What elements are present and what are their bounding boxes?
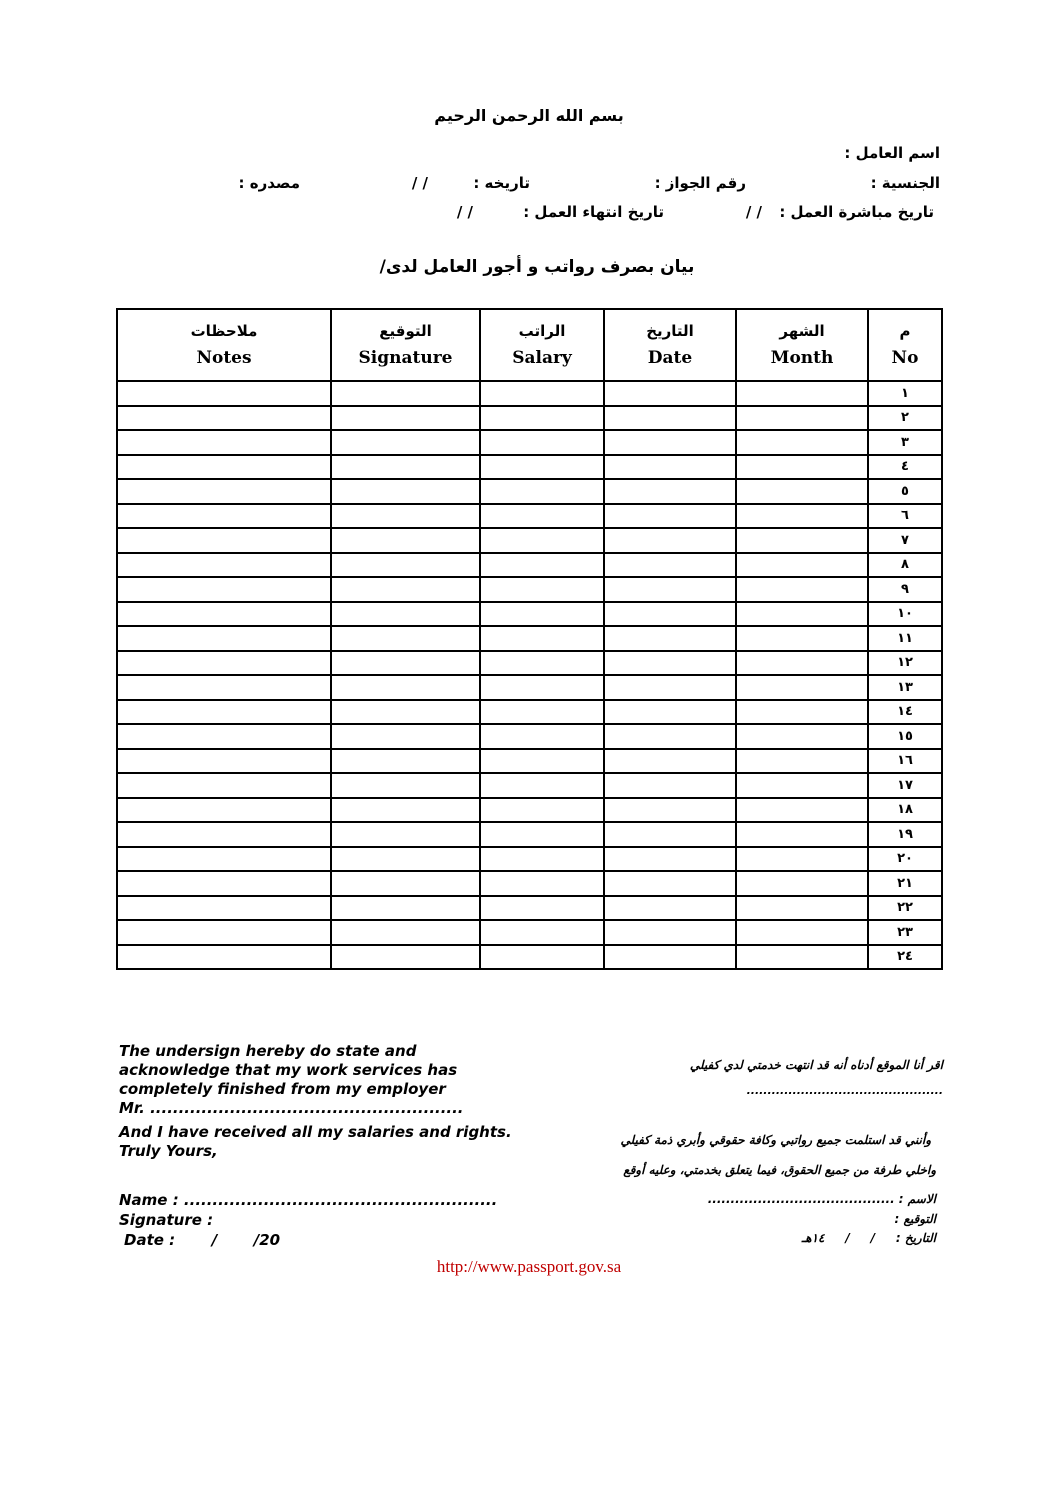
declaration-en-line: Mr. ....................................................... (119, 1099, 464, 1117)
salary-cell[interactable] (480, 700, 604, 725)
month-cell[interactable] (736, 822, 868, 847)
column-signature: التوقيع Signature (331, 309, 480, 381)
date-cell[interactable] (604, 553, 736, 578)
salary-cell[interactable] (480, 822, 604, 847)
month-cell[interactable] (736, 675, 868, 700)
month-cell[interactable] (736, 455, 868, 480)
notes-cell[interactable] (117, 871, 331, 896)
salary-cell[interactable] (480, 945, 604, 970)
table-row (117, 749, 942, 774)
row-number: ١٦ (868, 749, 942, 774)
month-cell[interactable] (736, 602, 868, 627)
row-number: ٢٠ (868, 847, 942, 872)
table-row (117, 675, 942, 700)
row-number: ٧ (868, 528, 942, 553)
passport-date-label: تاريخه : (473, 174, 530, 192)
signature-cell[interactable] (331, 749, 480, 774)
table-row (117, 871, 942, 896)
row-number: ١٨ (868, 798, 942, 823)
date-cell[interactable] (604, 773, 736, 798)
table-row (117, 553, 942, 578)
table-row (117, 430, 942, 455)
declaration-en-line: completely finished from my employer (119, 1080, 446, 1098)
declaration-ar-line-4: واخلي طرفة من جميع الحقوق، فيما يتعلق بخدمتي، وعليه أوقع (623, 1163, 936, 1177)
date-cell[interactable] (604, 406, 736, 431)
salary-cell[interactable] (480, 504, 604, 529)
month-cell[interactable] (736, 724, 868, 749)
table-row (117, 479, 942, 504)
row-number: ٨ (868, 553, 942, 578)
salary-cell[interactable] (480, 847, 604, 872)
notes-cell[interactable] (117, 504, 331, 529)
table-row (117, 798, 942, 823)
month-cell[interactable] (736, 945, 868, 970)
notes-cell[interactable] (117, 479, 331, 504)
notes-cell[interactable] (117, 700, 331, 725)
table-row (117, 945, 942, 970)
notes-cell[interactable] (117, 896, 331, 921)
table-row (117, 602, 942, 627)
month-cell[interactable] (736, 651, 868, 676)
table-row (117, 822, 942, 847)
notes-cell[interactable] (117, 945, 331, 970)
declaration-en-line: acknowledge that my work services has (119, 1061, 458, 1079)
table-row (117, 455, 942, 480)
date-cell[interactable] (604, 602, 736, 627)
row-number: ٢١ (868, 871, 942, 896)
table-row (117, 847, 942, 872)
signature-cell[interactable] (331, 871, 480, 896)
salary-cell[interactable] (480, 553, 604, 578)
notes-cell[interactable] (117, 577, 331, 602)
month-cell[interactable] (736, 479, 868, 504)
table-row (117, 528, 942, 553)
row-number: ٤ (868, 455, 942, 480)
notes-cell[interactable] (117, 847, 331, 872)
month-cell[interactable] (736, 847, 868, 872)
signature-cell[interactable] (331, 430, 480, 455)
notes-cell[interactable] (117, 773, 331, 798)
notes-cell[interactable] (117, 455, 331, 480)
row-number: ٣ (868, 430, 942, 455)
signature-cell[interactable] (331, 896, 480, 921)
table-row (117, 577, 942, 602)
declaration-en (119, 1042, 512, 1161)
notes-cell[interactable] (117, 920, 331, 945)
column-notes: ملاحظات Notes (117, 309, 331, 381)
signature-cell[interactable] (331, 724, 480, 749)
notes-cell[interactable] (117, 749, 331, 774)
notes-cell[interactable] (117, 651, 331, 676)
signature-cell[interactable] (331, 700, 480, 725)
row-number: ١١ (868, 626, 942, 651)
date-cell[interactable] (604, 847, 736, 872)
signature-cell[interactable] (331, 651, 480, 676)
month-cell[interactable] (736, 773, 868, 798)
date-cell[interactable] (604, 749, 736, 774)
notes-cell[interactable] (117, 430, 331, 455)
salary-cell[interactable] (480, 406, 604, 431)
table-row (117, 896, 942, 921)
salary-cell[interactable] (480, 381, 604, 406)
table-header-row (117, 309, 942, 381)
signature-cell[interactable] (331, 773, 480, 798)
notes-cell[interactable] (117, 602, 331, 627)
month-cell[interactable] (736, 749, 868, 774)
salary-cell[interactable] (480, 724, 604, 749)
signature-cell[interactable] (331, 822, 480, 847)
signature-cell[interactable] (331, 626, 480, 651)
salary-cell[interactable] (480, 602, 604, 627)
date-cell[interactable] (604, 381, 736, 406)
salary-cell[interactable] (480, 749, 604, 774)
table-row (117, 773, 942, 798)
notes-cell[interactable] (117, 626, 331, 651)
date-cell[interactable] (604, 798, 736, 823)
column-number: م No (868, 309, 942, 381)
salary-cell[interactable] (480, 871, 604, 896)
notes-cell[interactable] (117, 724, 331, 749)
declaration-ar-line-1: اقر أنا الموقع أدناه أنه قد انتهت خدمتي لدي كفيلي (689, 1058, 943, 1072)
date-cell[interactable] (604, 945, 736, 970)
table-row (117, 920, 942, 945)
row-number: ٢٤ (868, 945, 942, 970)
worker-name-label: اسم العامل : (844, 144, 940, 162)
work-end-slashes: / / (456, 203, 473, 221)
work-start-label: تاريخ مباشرة العمل : (779, 203, 934, 221)
date-cell[interactable] (604, 896, 736, 921)
date-cell[interactable] (604, 504, 736, 529)
row-number: ١٩ (868, 822, 942, 847)
row-number: ٦ (868, 504, 942, 529)
table-row (117, 504, 942, 529)
salary-cell[interactable] (480, 675, 604, 700)
month-cell[interactable] (736, 504, 868, 529)
salary-cell[interactable] (480, 626, 604, 651)
work-start-slashes: / / (745, 203, 762, 221)
row-number: ٢٣ (868, 920, 942, 945)
date-cell[interactable] (604, 479, 736, 504)
month-cell[interactable] (736, 626, 868, 651)
notes-cell[interactable] (117, 822, 331, 847)
row-number: ٢٢ (868, 896, 942, 921)
signature-en-name: Name : ....................................................... (119, 1191, 498, 1209)
signature-ar-signature: التوقيع : (894, 1212, 936, 1226)
date-cell[interactable] (604, 651, 736, 676)
row-number: ٩ (868, 577, 942, 602)
row-number: ٥ (868, 479, 942, 504)
passport-website-link[interactable]: http://www.passport.gov.sa (436, 1257, 622, 1276)
month-cell[interactable] (736, 577, 868, 602)
notes-cell[interactable] (117, 406, 331, 431)
month-cell[interactable] (736, 798, 868, 823)
notes-cell[interactable] (117, 381, 331, 406)
signature-cell[interactable] (331, 675, 480, 700)
salary-cell[interactable] (480, 798, 604, 823)
month-cell[interactable] (736, 553, 868, 578)
salary-cell[interactable] (480, 920, 604, 945)
row-number: ١٤ (868, 700, 942, 725)
passport-date-slashes: / / (411, 174, 428, 192)
row-number: ١٧ (868, 773, 942, 798)
declaration-en-line: The undersign hereby do state and (119, 1042, 417, 1060)
date-cell[interactable] (604, 920, 736, 945)
table-row (117, 700, 942, 725)
date-cell[interactable] (604, 626, 736, 651)
signature-cell[interactable] (331, 945, 480, 970)
signature-en-date: Date : / /20 (124, 1231, 281, 1249)
table-row (117, 724, 942, 749)
month-cell[interactable] (736, 871, 868, 896)
declaration-ar-line-3: وأنني قد استلمت جميع رواتبي وكافة حقوقي وأبري ذمة كفيلي (620, 1133, 931, 1147)
date-cell[interactable] (604, 577, 736, 602)
date-cell[interactable] (604, 700, 736, 725)
table-title: بيان بصرف رواتب و أجور العامل لدى/ (379, 257, 695, 277)
salary-cell[interactable] (480, 479, 604, 504)
table-body (117, 381, 942, 969)
signature-cell[interactable] (331, 798, 480, 823)
table-row (117, 651, 942, 676)
signature-cell[interactable] (331, 406, 480, 431)
salary-cell[interactable] (480, 651, 604, 676)
salary-cell[interactable] (480, 455, 604, 480)
table-row (117, 626, 942, 651)
month-cell[interactable] (736, 896, 868, 921)
month-cell[interactable] (736, 528, 868, 553)
column-month: الشهر Month (736, 309, 868, 381)
notes-cell[interactable] (117, 528, 331, 553)
date-cell[interactable] (604, 528, 736, 553)
signature-cell[interactable] (331, 920, 480, 945)
column-date: التاريخ Date (604, 309, 736, 381)
declaration-ar-dots: ............................................... (746, 1084, 943, 1097)
row-number: ١٣ (868, 675, 942, 700)
date-cell[interactable] (604, 724, 736, 749)
work-end-label: تاريخ انتهاء العمل : (523, 203, 664, 221)
signature-cell[interactable] (331, 381, 480, 406)
signature-cell[interactable] (331, 602, 480, 627)
date-cell[interactable] (604, 822, 736, 847)
month-cell[interactable] (736, 920, 868, 945)
signature-cell[interactable] (331, 455, 480, 480)
column-salary: الراتب Salary (480, 309, 604, 381)
salary-cell[interactable] (480, 896, 604, 921)
row-number: ١ (868, 381, 942, 406)
salary-cell[interactable] (480, 773, 604, 798)
signature-cell[interactable] (331, 479, 480, 504)
table-row (117, 381, 942, 406)
notes-cell[interactable] (117, 553, 331, 578)
notes-cell[interactable] (117, 675, 331, 700)
basmala: بسم الله الرحمن الرحيم (434, 106, 624, 125)
signature-cell[interactable] (331, 553, 480, 578)
signature-ar-date: التاريخ : / / ١٤هـ (801, 1231, 936, 1245)
month-cell[interactable] (736, 381, 868, 406)
signature-cell[interactable] (331, 847, 480, 872)
notes-cell[interactable] (117, 798, 331, 823)
row-number: ١٠ (868, 602, 942, 627)
declaration-en-line: And I have received all my salaries and rights. (119, 1123, 512, 1141)
row-number: ٢ (868, 406, 942, 431)
signature-cell[interactable] (331, 577, 480, 602)
month-cell[interactable] (736, 430, 868, 455)
table-row (117, 406, 942, 431)
signature-cell[interactable] (331, 504, 480, 529)
nationality-label: الجنسية : (870, 174, 940, 192)
salary-cell[interactable] (480, 577, 604, 602)
declaration-en-line: Truly Yours, (119, 1142, 218, 1160)
date-cell[interactable] (604, 871, 736, 896)
row-number: ١٥ (868, 724, 942, 749)
date-cell[interactable] (604, 675, 736, 700)
date-cell[interactable] (604, 430, 736, 455)
salary-cell[interactable] (480, 430, 604, 455)
row-number: ١٢ (868, 651, 942, 676)
passport-source-label: مصدره : (238, 174, 300, 192)
date-cell[interactable] (604, 455, 736, 480)
signature-ar-name: الاسم : ......................................... (707, 1192, 936, 1206)
month-cell[interactable] (736, 700, 868, 725)
salary-cell[interactable] (480, 528, 604, 553)
signature-cell[interactable] (331, 528, 480, 553)
passport-number-label: رقم الجواز : (654, 174, 746, 192)
salary-table (116, 308, 943, 970)
month-cell[interactable] (736, 406, 868, 431)
signature-en-signature: Signature : (119, 1211, 214, 1229)
